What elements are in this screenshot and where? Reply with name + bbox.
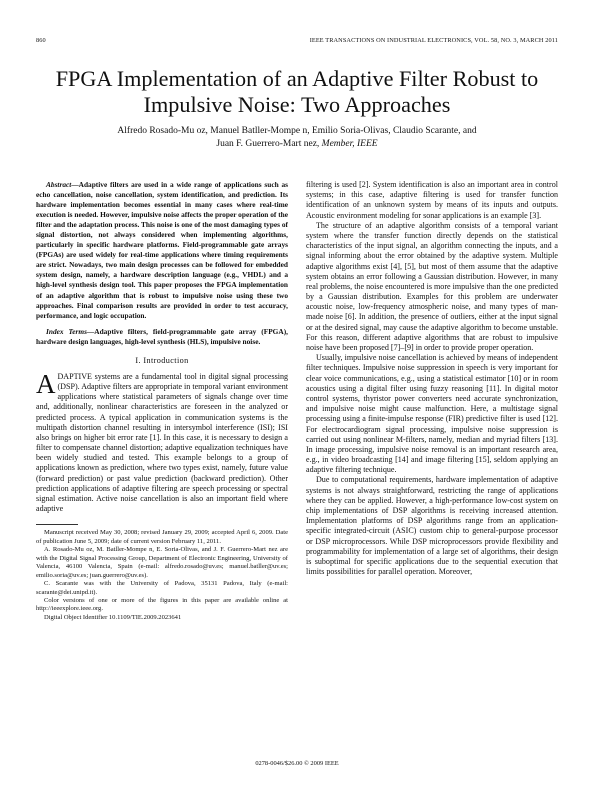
footnote-affiliation: A. Rosado-Mu oz, M. Batller-Mompe n, E. Soria-Olivas, and J. F. Guerrero-Mart nez are with the Digital Signal Processing Group, Department of Electronic Engineering, University of Valencia, 46100 Valencia, Spain (e-mail: alfredo.rosado@uv.es; manuel.batller@uv.es; emilio.soria@uv.es; juan.guerrero@uv.es). [36, 546, 288, 579]
author-line-1: Alfredo Rosado-Mu oz, Manuel Batller-Mompe n, Emilio Soria-Olivas, Claudio Scarante, and [117, 126, 477, 136]
author-line-2-names: Juan F. Guerrero-Mart nez, [216, 139, 320, 149]
left-column [36, 180, 288, 622]
abstract [36, 180, 288, 321]
author-membership: Member, IEEE [321, 139, 378, 149]
footnote-manuscript: Manuscript received May 30, 2008; revised January 29, 2009; accepted April 6, 2009. Date of publication June 5, 2009; date of current version February 11, 2011. [36, 529, 288, 545]
paper-title: FPGA Implementation of an Adaptive Filter Robust to Impulsive Noise: Two Approaches [55, 66, 539, 117]
body-paragraph-hardware: Due to computational requirements, hardware implementation of adaptive systems is not always straightforward, restricting the range of applications where they can be applied. However, a high-performance low-cost system on chip implementations of DSP algorithms is receiving increased attention. Implementation platforms of DSP algorithms range from an application-specific integrated-circuit (ASIC) custom chip to general-purpose processor or DSP microprocessors. While DSP microprocessors provide flexibility and programmability for implementation of a large set of algorithms, their design is suboptimal for specific applications due to the sequential execution that limits possibilities for parallel operation. Moreover, [306, 475, 558, 577]
intro-paragraph-1 [36, 368, 288, 515]
index-terms-label: Index Terms [46, 326, 87, 336]
index-terms [36, 327, 288, 347]
body-paragraph-structure: The structure of an adaptive algorithm consists of a temporal variant system where the transfer function directly depends on the statistical characteristics of the input signal, an algorithm connecting the inputs, and a signal informing about the error obtained by the adaptive system. Multiple adaptive algorithms exist [4], [5], but most of them assume that the adaptive system obtains an error following a Gaussian distribution. However, in many real problems, the noise encountered is more impulsive than the one predicted by a Gaussian distribution. Examples for this problem are underwater acoustic noise, low-frequency atmospheric noise, and many types of man-made noise [6]. In addition, the presence of outliers, either at the input signal or at the desired signal, may cause the adaptive algorithm to become unstable. For this reason, different adaptive algorithms that are robust to impulsive noise have been proposed [7]–[9] in order to provide proper operation. [306, 220, 558, 352]
journal-header: IEEE TRANSACTIONS ON INDUSTRIAL ELECTRONICS, VOL. 58, NO. 3, MARCH 2011 [309, 37, 558, 44]
page-number: 860 [36, 37, 46, 44]
body-paragraph-impulsive: Usually, impulsive noise cancellation is achieved by means of independent filter techniques. Impulsive noise suppression in speech is very important for clear voice communications, e.g., using a statistical estimator [10] or in room acoustics using a digital filter using fuzzy reasoning [11]. In digital motor control systems, thyristor power converters need accurate synchronization, and impulsive noise might cause malfunction. Here, a multistage signal processing using a finite-impulse response (FIR) predictive filter is used [12]. For electrocardiogram signal processing, impulsive noise suppression is carried out using nonlinear M-filters, namely, median and myriad filters [13]. In image processing, impulsive noise removal is an important research area, e.g., in video broadcasting [14] and image filtering [15], seldom applying an adaptive filtering technique. [306, 353, 558, 475]
abstract-text: —Adaptive filters are used in a wide range of applications such as echo cancellation, noise cancellation, system identification, and prediction. Its hardware implementation becomes essential in many cases where real-time execution is needed. However, impulsive noise affects the proper operation of the filter and the adaptation process. This noise is one of the most damaging types of signal distortion, not always considered when implementing algorithms, particularly in specific hardware platforms. Field-programmable gate arrays (FPGAs) are used widely for real-time applications where timing requirements are strict. Nowadays, two main design processes can be followed for embedded system design, namely, a hardware description language (e.g., VHDL) and a high-level synthesis design tool. This paper proposes the FPGA implementation of an adaptive algorithm that is robust to impulsive noise using these two approaches. Final comparison results are provided in order to test accuracy, performance, and logic occupation. [36, 180, 288, 320]
section-heading-introduction: I. Introduction [135, 355, 189, 365]
intro-paragraph-1-text: DAPTIVE systems are a fundamental tool in digital signal processing (DSP). Adaptive filters are appropriate in temporal variant environment applications where statistical parameters of signals change over time and, additionally, nonlinear characteristics are foreseen in the analyzed or predicted process. A typical application in communication systems is the multipath distortion channel resulting in intersymbol interference (ISI); ISI also brings on higher bit error rate [1]. In this case, it is necessary to design a filter to compensate channel distortion; adaptive equalization techniques have been widely studied and tested. This example belongs to a group of applications known as prediction, where two types exist, namely, future value (forward prediction) or past value prediction (backward prediction). Other prediction applications of adaptive filtering are speech processing or spectral signal estimation. Active noise cancellation is also an important field where adaptive [36, 371, 288, 514]
footnote-divider [36, 524, 78, 525]
abstract-label: Abstract [46, 180, 72, 189]
footnote-color-versions: Color versions of one or more of the figures in this paper are available online at http://ieeexplore.ieee.org. [36, 597, 288, 613]
drop-cap: A [36, 368, 56, 399]
author-list [50, 125, 544, 151]
footnote-doi: Digital Object Identifier 10.1109/TIE.2009.2023641 [44, 613, 182, 621]
index-terms-text: —Adaptive filters, field-programmable gate array (FPGA), hardware design languages, high-level synthesis (HLS), impulsive noise. [36, 326, 288, 346]
footnote-scarante: C. Scarante was with the University of Padova, 35131 Padova, Italy (e-mail: scarante@dei.unipd.it). [36, 580, 288, 596]
right-column [306, 180, 558, 577]
running-head [36, 36, 558, 46]
body-paragraph-continued: filtering is used [2]. System identification is also an important area in control systems; in this case, adaptive filtering is used for transfer function identification of an unknown system by means of its inputs and outputs. Acoustic environment modeling for sonar applications is an example [3]. [306, 180, 558, 220]
author-line-2 [50, 138, 544, 151]
copyright-code: 0278-0046/$26.00 © 2009 IEEE [255, 760, 339, 767]
